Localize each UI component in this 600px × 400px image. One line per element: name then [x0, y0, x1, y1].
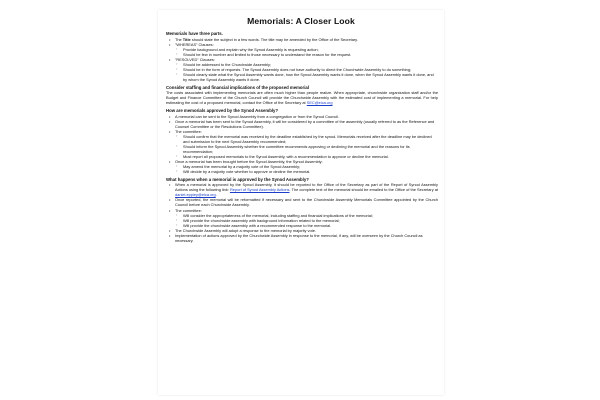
list-item: • Once reported, the memorial will be reformatted if necessary and sent to the Churchwide Assembly Memorials Committee appointed by the Church Council before each Churchwide Assembly.: [166, 197, 438, 207]
item-text: should state the subject in a few words. The title may be amended by the Office of the Secretary.: [190, 36, 358, 42]
report-actions-link[interactable]: Report of Synod Assembly Actions: [229, 187, 290, 193]
list-item: • Once a memorial has been sent to the Synod Assembly, it will be considered by a committee of the assembly (usually referred to as the Reference and Counsel Committee or the Resolutions Committee).: [166, 119, 438, 129]
document-body: [166, 31, 438, 243]
paragraph-text: The costs associated with implementing memorials are often much higher than people realize. When appropriate, churchwide organization staff and/or the Budget and Finance Committee of the Church Council will provide the Churchwide Assembly with the estimated cost of implementing a memorial. For help estimating the cost of a proposed memorial, contact the Office of the Secretary at: [166, 90, 438, 106]
list-item: • The Churchwide Assembly will adopt a response to the memorial by majority vote.: [166, 228, 438, 233]
item-text: The: [175, 36, 183, 42]
sub-list-item: ◦ Will provide the churchwide assembly with a recommended response to the memorial.: [166, 223, 438, 228]
eppley-email-link[interactable]: daniel.eppley@elca.org: [175, 192, 216, 198]
staffing-paragraph: [166, 90, 438, 105]
sub-list-item: ◦ Should inform the Synod Assembly whether the committee recommends approving or declining the memorial and the reasons for its recommendation;: [166, 144, 438, 154]
item-bold-term: Title: [182, 36, 191, 42]
after-approval-list: [166, 182, 438, 243]
sub-list-item: ◦ Should be in the form of requests. The Synod Assembly does not have authority to direct the Churchwide Assembly to do something;: [166, 67, 438, 72]
list-item: • The committee:: [166, 129, 438, 134]
list-item: • Implementation of actions approved by the Churchwide Assembly in response to the memorial, if any, will be overseen by the Church Council as necessary.: [166, 233, 438, 243]
sub-list-item: ◦ Will decide by a majority vote whether to approve or decline the memorial.: [166, 169, 438, 174]
section-heading-approval: How are memorials approved by the Synod Assembly?: [166, 107, 279, 113]
document-page: [158, 10, 444, 395]
sub-list-item: ◦ Should confirm that the memorial was received by the deadline established by the synod. Memorials received after the deadline may be declined and submission to the next Synod Assembly recommended;: [166, 134, 438, 144]
sub-list-item: ◦ Provide background and explain why the Synod Assembly is requesting action;: [166, 47, 438, 52]
item-text: When a memorial is approved by the Synod Assembly, it should be reported to the Office of the Secretary as part of the Report of Synod Assembly Actions using the following link:: [175, 182, 438, 193]
item-text: . The complete text of the memorial should be emailed to the Office of the Secretary at: [289, 187, 438, 193]
list-item: • A memorial can be sent to the Synod Assembly from a congregation or from the Synod Council.: [166, 114, 438, 119]
sub-list-item: ◦ May amend the memorial by a majority vote of the Synod Assembly;: [166, 164, 438, 169]
sub-list-item: ◦ Will consider the appropriateness of the memorial, including staffing and financial implications of the memorial;: [166, 213, 438, 218]
sub-list-item: ◦ Should be addressed to the Churchwide Assembly;: [166, 62, 438, 67]
list-item: [166, 182, 438, 197]
section-heading-staffing: Consider staffing and financial implications of the proposed memorial: [166, 84, 310, 90]
page-title: Memorials: A Closer Look: [247, 16, 355, 26]
section-heading-after-approval: What happens when a memorial is approved by the Synod Assembly?: [166, 176, 309, 182]
sub-list-item: ◦ Will provide the churchwide assembly with background information related to the memorial;: [166, 218, 438, 223]
approval-list: [166, 114, 438, 175]
sub-list-item: ◦ Must report all proposed memorials to the Synod Assembly, with a recommendation to approve or decline the memorial.: [166, 154, 438, 159]
secretary-email-link[interactable]: SEC@elca.org: [306, 100, 333, 106]
list-item: • The committee:: [166, 208, 438, 213]
parts-list: [166, 37, 438, 82]
list-item: • Once a memorial has been brought before the Synod Assembly, the Synod Assembly:: [166, 159, 438, 164]
list-item: • "RESOLVED" Clauses:: [166, 57, 438, 62]
sub-list-item: ◦ Should clearly state what the Synod Assembly wants done, how the Synod Assembly wants it done, when the Synod Assembly wants it done, and by whom the Synod Assembly wants it done.: [166, 72, 438, 82]
list-item: • "WHEREAS" Clauses:: [166, 42, 438, 47]
section-heading-parts: Memorials have three parts.: [166, 31, 223, 36]
sub-list-item: ◦ Should be few in number and limited to those necessary to understand the reason for the request.: [166, 52, 438, 57]
item-text: .: [215, 192, 217, 198]
